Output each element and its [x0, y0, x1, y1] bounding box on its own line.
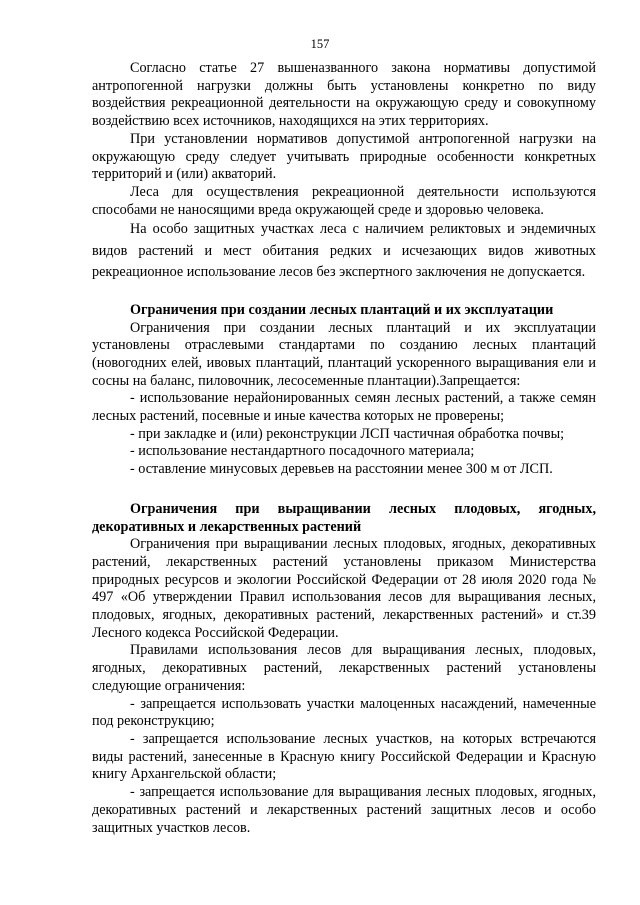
section-heading: Ограничения при создании лесных плантаций и их эксплуатации [130, 301, 554, 318]
list-item: - запрещается использование для выращивания лесных плодовых, ягодных, декоративных растений и лекарственных растений защитных лесов и особо защитных участков лесов. [92, 784, 596, 836]
list-item: - запрещается использование лесных участков, на которых встречаются виды растений, занесенные в Красную книгу Российской Федерации и Красную книгу Архангельской области; [92, 731, 596, 783]
list-item: - оставление минусовых деревьев на расстоянии менее 300 м от ЛСП. [130, 461, 553, 478]
list-item: - запрещается использовать участки малоценных насаждений, намеченные под реконструкцию; [92, 695, 596, 730]
list-item: - использование нерайонированных семян лесных растений, а также семян лесных растений, посевные и иные качества которых не проверены; [92, 390, 596, 425]
paragraph: На особо защитных участках леса с наличием реликтовых и эндемичных видов растений и мест обитания редких и исчезающих видов животных рекреационное использование лесов без экспертного заключения не допускается. [92, 221, 596, 281]
paragraph: Ограничения при выращивании лесных плодовых, ягодных, декоративных растений, лекарственных растений установлены приказом Министерства природных ресурсов и экологии Российской Федерации от 28 июля 2020 года № 497 «Об утверждении Правил использования лесов для выращивания лесных, плодовых, ягодных, декоративных растений, лекарственных растений» и ст.39 Лесного кодекса Российской Федерации. [92, 536, 596, 641]
list-item: - при закладке и (или) реконструкции ЛСП частичная обработка почвы; [130, 425, 565, 442]
paragraph: Ограничения при создании лесных плантаций и их эксплуатации установлены отраслевыми стандартами по созданию лесных плантаций (новогодних елей, ивовых плантаций, плантаций ускоренного выращивания ели и сосны на баланс, пиловочник, лесосеменные плантации).Запрещается: [92, 319, 596, 389]
section-heading: Ограничения при выращивании лесных плодовых, ягодных, декоративных и лекарственных растений [92, 500, 596, 535]
page-content [92, 60, 596, 837]
page-number: 157 [310, 37, 330, 51]
paragraph: Согласно статье 27 вышеназванного закона нормативы допустимой антропогенной нагрузки должны быть установлены конкретно по виду воздействия рекреационной деятельности на окружающую среду и совокупному воздействию всех источников, находящихся на этих территориях. [92, 60, 596, 130]
paragraph: При установлении нормативов допустимой антропогенной нагрузки на окружающую среду следует учитывать природные особенности конкретных территорий и (или) акваторий. [92, 130, 596, 183]
list-item: - использование нестандартного посадочного материала; [130, 443, 475, 460]
paragraph: Леса для осуществления рекреационной деятельности используются способами не наносящими вреда окружающей среде и здоровью человека. [92, 183, 596, 218]
paragraph: Правилами использования лесов для выращивания лесных, плодовых, ягодных, декоративных растений, лекарственных растений установлены следующие ограничения: [92, 642, 596, 694]
